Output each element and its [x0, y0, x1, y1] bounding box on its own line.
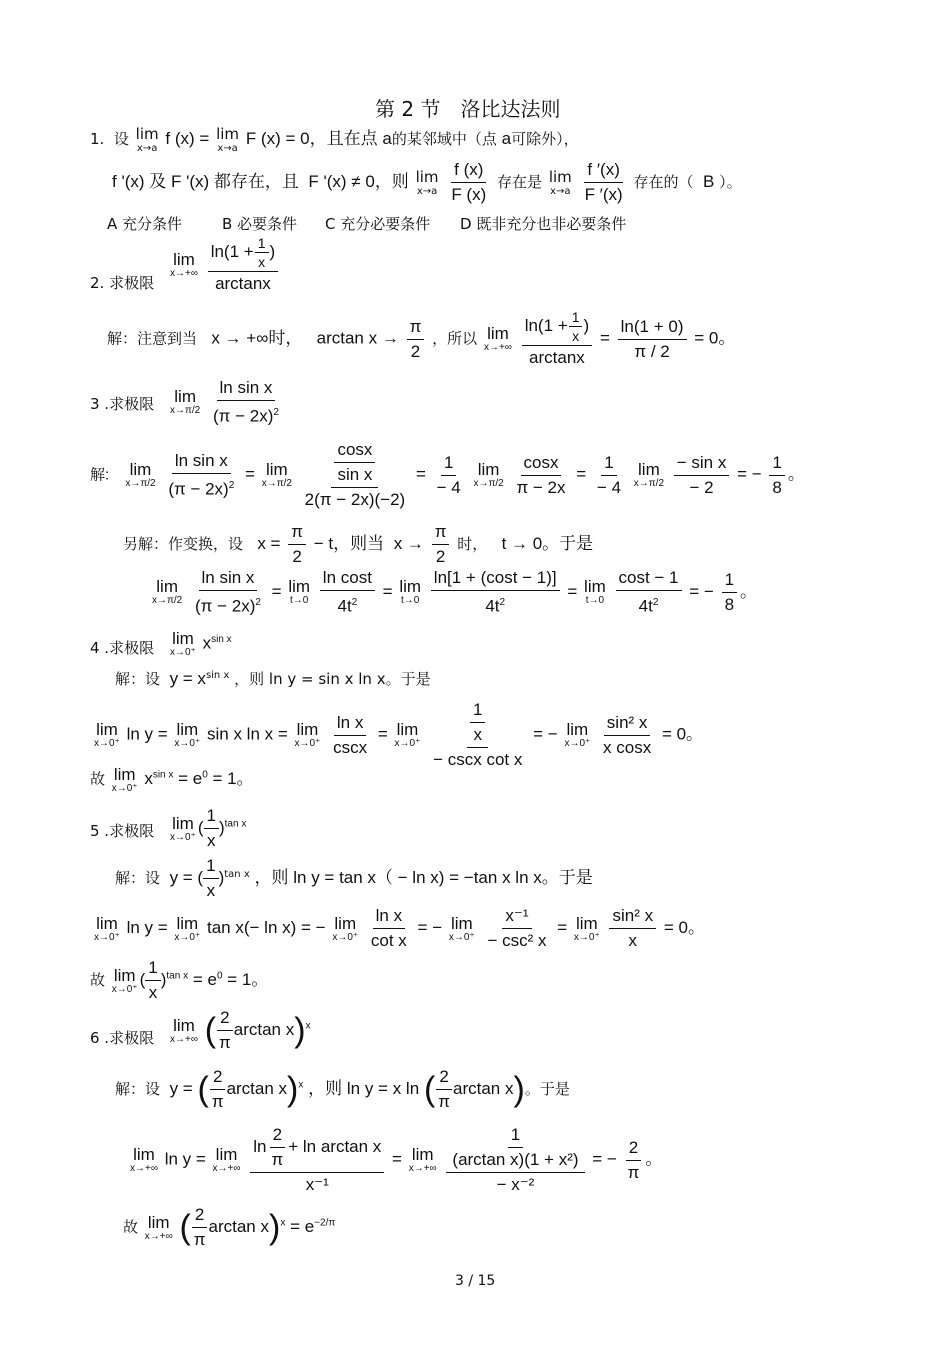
limit-operator: lim x→0⁺: [111, 764, 138, 794]
limit-operator: lim x→π/2: [633, 460, 665, 489]
limit-operator: lim x→π/2: [170, 387, 201, 417]
text: ，所以: [432, 329, 478, 348]
fraction: $\frac{1}{- 4}$: [436, 452, 461, 497]
problem-4-expression: lim x→0⁺ $x^{sin x}$: [170, 629, 232, 658]
fraction: $\frac{\cos t - 1}{4t^2}$: [616, 568, 682, 617]
fraction: $\frac{1}{x}$: [204, 806, 219, 851]
option-d: D 既非充分也非必要条件: [460, 215, 627, 233]
limit-operator: lim x→a: [548, 167, 572, 197]
fraction: $\frac{1}{8}$: [722, 570, 737, 615]
fraction: $\frac{\frac{1}{x}}{\text{− cscx cot x}}$: [433, 700, 523, 769]
math: ，则 ln y = x ln: [308, 1078, 420, 1098]
limit-operator: lim x→0⁺: [170, 629, 196, 658]
fraction: $\frac{\text{ln sin x}}{(\pi - 2x)^2}$: [212, 378, 279, 426]
math: y = x: [169, 669, 206, 688]
fraction: $\frac{\text{− sin x}}{- 2}$: [674, 453, 730, 498]
problem-5-label: 5 .求极限: [90, 822, 155, 840]
fraction: $\frac{f (x)}{F (x)}$: [451, 160, 487, 204]
problem-3-expression: [168, 378, 285, 427]
text: 解：设: [115, 670, 161, 688]
math: f (x) =: [165, 129, 210, 148]
limit-operator: lim x→+∞: [130, 1145, 158, 1174]
fraction: $\frac{1}{8}$: [769, 453, 784, 498]
math: a: [382, 129, 392, 148]
problem-6-chain: lim x→+∞ ln y = lim x→+∞ ln $\frac{2}{\pi}$ + ln arctan x x⁻¹ = lim x→+∞ $\frac{\frac{1}{\text{(arctan x)(1 + x²)}}}{\text{− x⁻²}}$ = − $\frac{2}{\pi}$ 。: [130, 1125, 663, 1194]
fraction: $\frac{\text{ln sin x}}{(\pi - 2x)^2}$: [168, 450, 235, 499]
problem-6-setup: 解：设 y = ( $\frac{2}{\pi}$ arctan x)$^x$ ，则 ln y = x ln ( $\frac{2}{\pi}$ arctan x)。于是: [115, 1067, 570, 1111]
problem-4-label: 4 .求极限: [90, 639, 155, 657]
limit-operator: lim x→0⁺: [332, 913, 359, 943]
problem-1-statement: [90, 124, 579, 154]
limit-operator: lim x→+∞: [144, 1212, 173, 1242]
text: 时，: [457, 535, 488, 553]
math: ，则 ln y = tan x（ − ln x) = −tan x ln x。于是: [254, 868, 593, 887]
limit-operator: lim x→π/2: [152, 577, 183, 607]
limit-operator: lim x→+∞: [170, 1015, 198, 1045]
page-number: 3 / 15: [455, 1273, 496, 1289]
problem-5-setup: 解：设 y = ( $\frac{1}{x}$ )$^{tan x}$ ，则 ln y = tan x（ − ln x) = −tan x ln x。于是: [115, 856, 593, 900]
fraction: ln(1 + $\frac{1}{x}$ ) arctanx: [208, 236, 278, 294]
problem-2-expression: [168, 236, 281, 294]
text: 解：注意到当: [107, 329, 198, 348]
text: ，则 ln y = sin x ln x。于是: [234, 670, 431, 688]
fraction: $\frac{\text{x⁻¹}}{\text{− csc² x}}$: [487, 906, 547, 950]
text: 解：设: [115, 1079, 161, 1098]
problem-4-chain: lim x→0⁺ ln y = lim x→0⁺ sin x ln x = lim x→0⁺ $\frac{\text{ln x}}{\csc x}$ = lim x→0⁺ $\frac{\frac{1}{x}}{\text{− cscx cot x}}$ = − lim x→0⁺ $\frac{\text{sin² x}}{\text{x cosx}}$ = 0。: [94, 700, 704, 769]
fraction: $\frac{2}{\pi}$: [438, 1067, 451, 1111]
problem-2-solution: 解：注意到当 x → +∞时， arctan x → $\frac{\pi}{2}$ ，所以 lim x→+∞ ln(1 + $\frac{1}{x}$ ) arctanx = $\frac{\ln(1 + 0)}{\pi / 2}$ = 0。: [107, 309, 736, 367]
fraction: ln(1 + $\frac{1}{x}$ ) arctanx: [522, 310, 592, 368]
problem-4-setup: 解：设 $y = x^{sin x}$ ，则 ln y = sin x ln x。于是: [115, 669, 431, 688]
limit-operator: lim x→0⁺: [94, 720, 120, 749]
limit-operator: lim x→a: [135, 124, 159, 154]
limit-operator: lim x→0⁺: [394, 720, 421, 749]
limit-operator: lim x→0⁺: [174, 913, 201, 943]
math: F '(x) ≠ 0，则: [308, 172, 409, 191]
text: 存在的（: [633, 173, 694, 191]
math: x →: [393, 534, 424, 553]
text: 故: [90, 771, 106, 788]
math: a: [501, 129, 512, 148]
fraction: $\frac{\text{ln cost}}{4t^2}$: [320, 568, 375, 617]
option-a: A 充分条件: [107, 215, 183, 233]
limit-operator: lim x→0⁺: [174, 720, 201, 749]
fraction: $\frac{2}{\pi}$: [211, 1067, 224, 1111]
limit-operator: lim x→0⁺: [294, 720, 321, 749]
problem-5-chain: lim x→0⁺ ln y = lim x→0⁺ tan x(− ln x) = − lim x→0⁺ $\frac{\text{ln x}}{\text{cot x}}$ = − lim x→0⁺ $\frac{\text{x⁻¹}}{\text{− csc² x}}$ = lim x→0⁺ $\frac{\text{sin² x}}{x}$ = 0。: [94, 906, 705, 950]
fraction: $\frac{\ln(1 + 0)}{\pi / 2}$: [618, 317, 687, 362]
answer: B: [703, 172, 715, 191]
fraction: $\frac{\pi}{2}$: [407, 317, 425, 362]
fraction: $\frac{\text{ln sin x}}{(\pi - 2x)^2}$: [194, 568, 261, 616]
problem-3-label: 3 .求极限: [90, 395, 155, 413]
fraction: $\frac{2}{\pi}$: [627, 1137, 640, 1182]
problem-3-alt-chain: lim x→π/2 $\frac{\text{ln sin x}}{(\pi - 2x)^2}$ = lim t→0 $\frac{\text{ln cost}}{4t^2}$ = lim t→0 $\frac{\ln[1 + (\cos t - 1)]}{4t^2}$ = lim t→0 $\frac{\cos t - 1}{4t^2}$ = − $\frac{1}{8}$ 。: [152, 568, 758, 616]
limit-operator: lim x→+∞: [483, 324, 512, 353]
problem-5-expression: lim x→0⁺ ( $\frac{1}{x}$ )$^{tan x}$: [170, 806, 247, 850]
problem-5-conclusion: 故 lim x→0⁺ ( $\frac{1}{x}$ )$^{tan x} = e^0 = 1$。: [90, 958, 269, 1002]
problem-2-label: 2. 求极限: [90, 274, 155, 292]
fraction: $\frac{f '(x)}{F '(x)}$: [584, 160, 623, 204]
fraction: $\frac{2}{\pi}$: [193, 1205, 206, 1249]
fraction: $\frac{\frac{1}{\text{(arctan x)(1 + x²)}}}{\text{− x⁻²}}$: [446, 1125, 584, 1195]
limit-operator: lim x→π/2: [261, 460, 292, 489]
math: f '(x) 及 F '(x) 都存在，且: [112, 172, 299, 191]
problem-3-solution: 解: lim x→π/2 $\frac{\text{ln sin x}}{(\pi - 2x)^2}$ = lim x→π/2 $\frac{\frac{\cos x}{\text{sin x}}}{2(\pi - 2x)(-2)}$ = $\frac{1}{- 4}$ lim x→π/2 $\frac{\cos x}{\pi - 2x}$ = $\frac{1}{- 4}$ lim x→π/2 $\frac{\text{− sin x}}{- 2}$ = − $\frac{1}{8}$ 。: [90, 440, 805, 509]
limit-operator: lim x→π/2: [125, 460, 156, 489]
problem-1-condition: [112, 160, 742, 205]
text: 存在是: [497, 173, 543, 191]
fraction: $\frac{1}{x}$: [145, 958, 160, 1003]
math: arctan x →: [316, 328, 399, 348]
fraction: $\frac{\frac{\cos x}{\text{sin x}}}{2(\pi - 2x)(-2)}$: [304, 440, 406, 509]
math: F (x) = 0，且在点: [245, 129, 378, 148]
problem-6-expression: lim x→+∞ ( $\frac{2}{\pi}$ arctan x)$^x$: [170, 1008, 311, 1052]
text: 可除外），: [511, 130, 579, 148]
limit-operator: lim x→0⁺: [111, 965, 138, 995]
limit-operator: lim t→0: [584, 577, 606, 607]
fraction: $\frac{\text{ln x}}{\csc x}$: [333, 712, 368, 757]
text: 解：设: [115, 869, 161, 887]
problem-4-conclusion: 故 lim x→0⁺ $x^{sin x} = e^0 = 1$。: [90, 764, 254, 794]
text: 另解：作变换，设: [123, 535, 244, 553]
fraction: $\frac{\text{sin² x}}{\text{x cosx}}$: [603, 712, 652, 757]
text: 设: [113, 130, 129, 148]
math: x =: [257, 534, 281, 553]
limit-operator: lim x→π/2: [473, 460, 504, 489]
fraction: $\frac{\pi}{2}$: [432, 522, 450, 567]
limit-operator: lim t→0: [288, 577, 311, 607]
limit-operator: lim x→+∞: [212, 1145, 241, 1174]
text: 解:: [90, 466, 110, 484]
limit-operator: lim t→0: [399, 577, 422, 607]
limit-operator: lim x→a: [415, 167, 439, 197]
page-title: 第 2 节 洛比达法则: [375, 97, 561, 121]
text: 的某邻域中（点: [391, 130, 497, 148]
fraction: $\frac{1}{x}$: [203, 856, 218, 901]
limit-operator: lim x→+∞: [408, 1145, 437, 1174]
limit-operator: lim x→0⁺: [564, 720, 591, 749]
text: 故: [90, 971, 106, 989]
math: x → +∞时，: [211, 328, 303, 348]
fraction: $\frac{2}{\pi}$: [219, 1008, 231, 1052]
fraction: $\frac{\ln[1 + (\cos t - 1)]}{4t^2}$: [431, 568, 560, 617]
problem-3-alternative: [123, 522, 593, 567]
text: 。于是: [524, 1079, 570, 1098]
option-c: C 充分必要条件: [325, 215, 431, 233]
limit-operator: lim x→0⁺: [170, 813, 196, 843]
problem-6-conclusion: 故 lim x→+∞ ( $\frac{2}{\pi}$ $\arctan x)^x = e^{-2/\pi}$: [123, 1205, 336, 1249]
limit-operator: lim x→a: [216, 124, 240, 154]
problem-number: 1.: [90, 130, 105, 148]
fraction: $\frac{1}{- 4}$: [596, 452, 622, 497]
math: t → 0。于是: [501, 534, 594, 553]
fraction: $\frac{\text{sin² x}}{x}$: [609, 906, 656, 951]
fraction: ln $\frac{2}{\pi}$ + ln arctan x x⁻¹: [250, 1125, 384, 1195]
problem-6-label: 6 .求极限: [90, 1029, 155, 1047]
fraction: $\frac{\pi}{2}$: [288, 522, 306, 567]
text: 故: [123, 1218, 139, 1236]
fraction: $\frac{\text{ln x}}{\text{cot x}}$: [370, 906, 407, 950]
fraction: $\frac{\cos x}{\pi - 2x}$: [516, 452, 566, 497]
option-b: B 必要条件: [222, 215, 298, 233]
math: = 0。: [694, 328, 736, 348]
limit-operator: lim x→0⁺: [573, 913, 600, 943]
math: − t，则当: [313, 534, 385, 553]
limit-operator: lim x→0⁺: [448, 913, 475, 943]
limit-operator: lim x→+∞: [170, 250, 198, 279]
text: ）。: [719, 173, 742, 191]
limit-operator: lim x→0⁺: [94, 913, 120, 943]
